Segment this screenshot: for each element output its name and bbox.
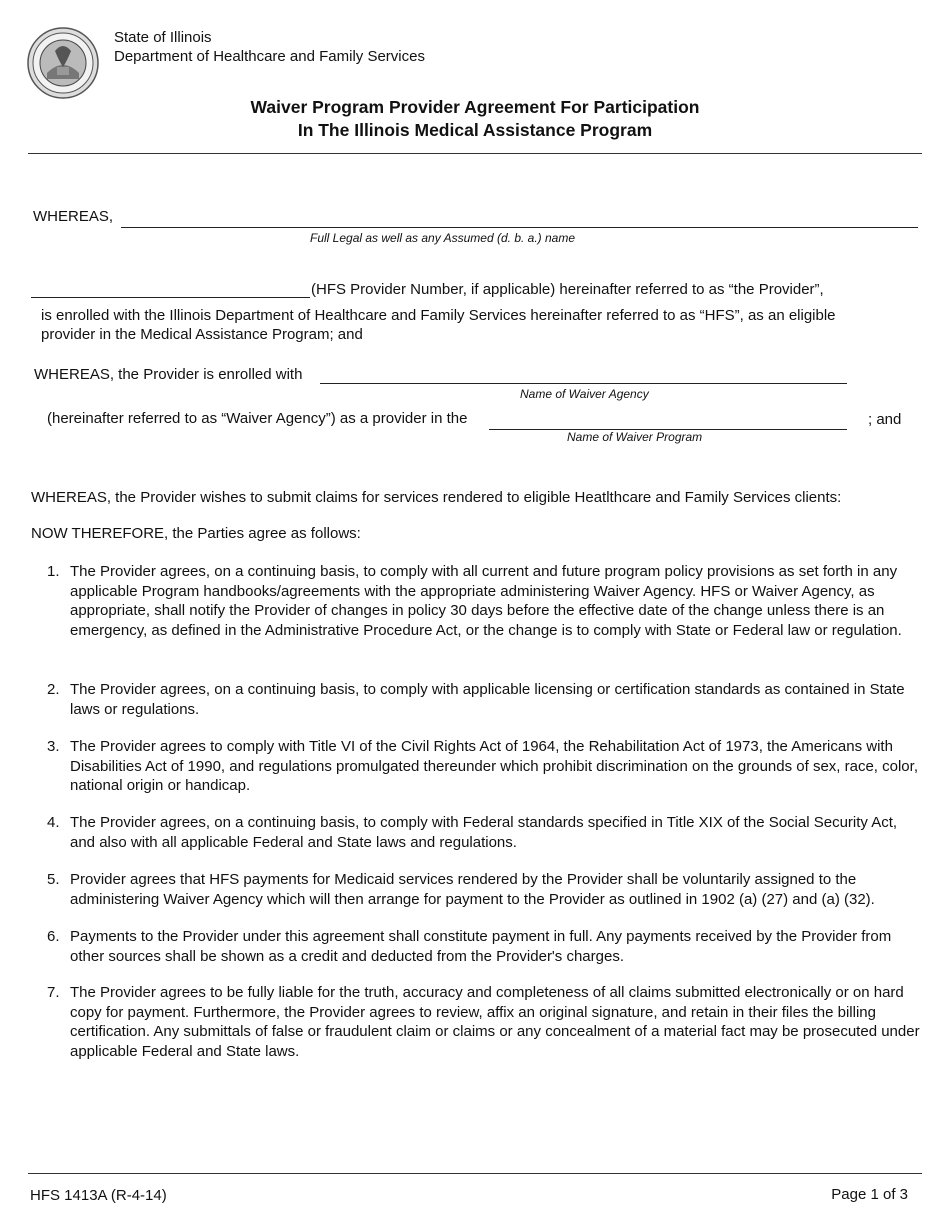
state-seal-icon: [27, 27, 99, 99]
waiver-agency-caption: Name of Waiver Agency: [520, 387, 649, 401]
wishes-text: WHEREAS, the Provider wishes to submit claims for services rendered to eligible Heatlthcare and Family Services clients:: [31, 489, 842, 506]
list-item: [47, 870, 922, 909]
provider-number-field[interactable]: [31, 297, 310, 298]
item-number: 1.: [47, 563, 60, 580]
waiver-program-caption: Name of Waiver Program: [567, 430, 703, 444]
hereinafter-text: (hereinafter referred to as “Waiver Agency”) as a provider in the: [47, 410, 468, 427]
item-number: 6.: [47, 928, 60, 945]
item-number: 2.: [47, 681, 60, 698]
item-text: The Provider agrees, on a continuing basis, to comply with all current and future program policy provisions as set forth in any applicable Program handbooks/agreements with the appropriate administering Waiver Agency. HFS or Waiver Agency, as appropriate, shall notify the Provider of changes in policy 30 days before the effective date of the change unless there is an emergency, as defined in the Administrative Procedure Act, or the change is to comply with State or Federal law or regulation.: [70, 563, 902, 639]
title-line-1: Waiver Program Provider Agreement For Participation: [250, 97, 700, 117]
item-text: The Provider agrees to be fully liable for the truth, accuracy and completeness of all claims submitted electronically or on hard copy for payment. Furthermore, the Provider agrees to review, affix an original signature, and retain in their files the billing certification. Any submittals of false or fraudulent claim or claims or any concealment of a material fact may be prosecuted under applicable Federal and State laws.: [70, 984, 920, 1060]
list-item: [47, 927, 922, 966]
item-text: The Provider agrees to comply with Title VI of the Civil Rights Act of 1964, the Rehabilitation Act of 1973, the Americans with Disabilities Act of 1990, and regulations promulgated thereunder which prohibit discrimination on the grounds of sex, race, color, national origin or handicap.: [70, 738, 918, 794]
enrolled-text: is enrolled with the Illinois Department of Healthcare and Family Services hereinafter referred to as “HFS”, as an eligible provider in the Medical Assistance Program; and: [41, 307, 836, 343]
state-name: State of Illinois: [114, 29, 212, 46]
and-text: ; and: [868, 411, 902, 428]
list-item: [47, 562, 922, 640]
footer-divider: [28, 1173, 922, 1174]
now-therefore-text: NOW THEREFORE, the Parties agree as follows:: [31, 525, 361, 542]
list-item: [47, 983, 922, 1061]
list-item: [47, 737, 922, 796]
item-text: The Provider agrees, on a continuing basis, to comply with Federal standards specified in Title XIX of the Social Security Act, and also with all applicable Federal and State laws and regulations.: [70, 814, 898, 851]
provider-name-field[interactable]: [121, 227, 918, 228]
form-number: HFS 1413A (R-4-14): [30, 1187, 167, 1204]
provider-name-caption: Full Legal as well as any Assumed (d. b. a.) name: [310, 231, 576, 245]
page-title: [0, 96, 950, 142]
item-number: 3.: [47, 738, 60, 755]
page-number: Page 1 of 3: [831, 1186, 908, 1203]
list-item: [47, 813, 922, 852]
provider-number-text: (HFS Provider Number, if applicable) hereinafter referred to as “the Provider”,: [311, 281, 824, 298]
waiver-agency-field[interactable]: [320, 383, 847, 384]
list-item: [47, 680, 922, 719]
item-text: The Provider agrees, on a continuing basis, to comply with applicable licensing or certification standards as contained in State laws or regulations.: [70, 681, 905, 718]
item-number: 4.: [47, 814, 60, 831]
item-text: Payments to the Provider under this agreement shall constitute payment in full. Any payments received by the Provider from other sources shall be shown as a credit and deducted from the Provider's charges.: [70, 928, 892, 965]
agency-header: [114, 28, 425, 66]
item-number: 7.: [47, 984, 60, 1001]
whereas-label: WHEREAS,: [33, 208, 114, 225]
item-number: 5.: [47, 871, 60, 888]
item-text: Provider agrees that HFS payments for Medicaid services rendered by the Provider shall be voluntarily assigned to the administering Waiver Agency which will then arrange for payment to the Provider as outlined in 1902 (a) (27) and (a) (32).: [70, 871, 875, 908]
title-line-2: In The Illinois Medical Assistance Program: [297, 120, 653, 140]
department-name: Department of Healthcare and Family Services: [114, 48, 425, 65]
header-divider: [28, 153, 922, 154]
enrolled-with-label: WHEREAS, the Provider is enrolled with: [34, 366, 303, 383]
